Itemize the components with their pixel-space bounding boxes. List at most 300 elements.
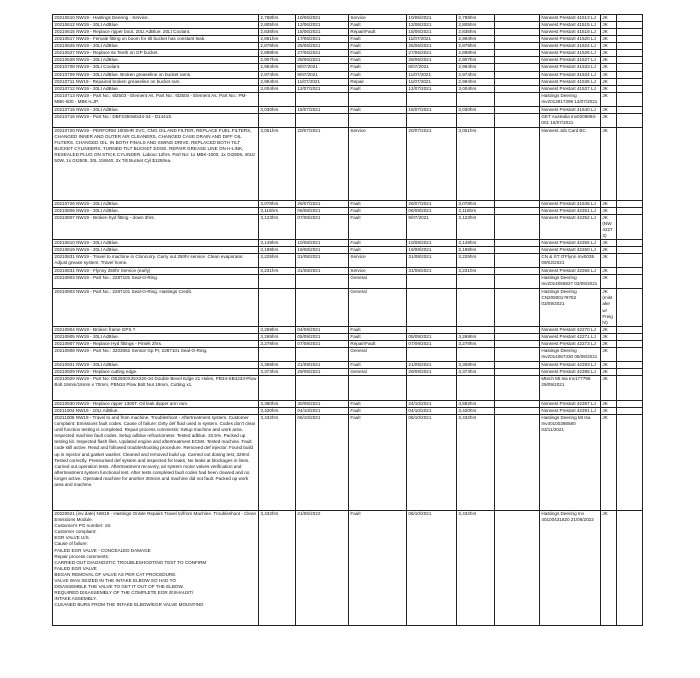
completed-date-cell: 10/08/2021	[407, 240, 457, 247]
type-cell: Fault	[349, 36, 407, 43]
blank-cell	[495, 275, 540, 289]
blank-cell	[617, 207, 643, 214]
date-cell: 10/06/2021	[296, 15, 349, 22]
table-row	[53, 36, 643, 43]
blank-cell	[617, 340, 643, 347]
blank-cell	[617, 511, 643, 626]
hours-cell: 3,149hrs	[259, 240, 296, 247]
type-cell: General	[349, 368, 407, 375]
blank-cell	[495, 268, 540, 275]
type-cell: Fault	[349, 240, 407, 247]
reference-cell: Hastings Deering Inv2013917399 13/07/2021	[540, 92, 601, 106]
reference-cell: Norwest Prestart 42266 LJ	[540, 268, 601, 275]
completed-date-cell: 26/07/2021	[407, 200, 457, 207]
date-cell: 15/06/2021	[296, 29, 349, 36]
date-cell: 04/10/2021	[296, 408, 349, 415]
initials-cell: JK	[601, 57, 617, 64]
date-cell: 30/09/2021	[296, 401, 349, 408]
description-cell: 20210810 NW19 - 20Lt AdBlue.	[53, 240, 259, 247]
maintenance-log-table	[52, 14, 643, 626]
table-row	[53, 408, 643, 415]
blank-cell	[495, 511, 540, 626]
hours-cell: 3,189hrs	[259, 247, 296, 254]
completed-hours-cell: 2,788hrs	[457, 15, 495, 22]
hours-cell: 3,359hrs	[259, 361, 296, 368]
hours-cell: 2,964hrs	[259, 64, 296, 71]
blank-cell	[617, 200, 643, 207]
hours-cell: 3,225hrs	[259, 254, 296, 268]
hours-cell	[259, 376, 296, 401]
reference-cell: Norwest Prestart 42291 LJ	[540, 408, 601, 415]
reference-cell: Norwest Prestart 41520 LJ	[540, 36, 601, 43]
reference-cell: Norwest Prestart 41513 LJ	[540, 15, 601, 22]
completed-hours-cell: 2,898hrs	[457, 50, 495, 57]
table-row	[53, 326, 643, 333]
blank-cell	[495, 247, 540, 254]
table-row	[53, 333, 643, 340]
completed-date-cell: 29/09/2021	[407, 368, 457, 375]
table-row	[53, 511, 643, 626]
type-cell: Repair	[349, 78, 407, 85]
completed-hours-cell: 2,994hrs	[457, 36, 495, 43]
hours-cell: 3,231hrs	[259, 268, 296, 275]
blank-cell	[495, 22, 540, 29]
blank-cell	[495, 64, 540, 71]
type-cell: Repair/Fault	[349, 340, 407, 347]
completed-date-cell: 04/10/2021	[407, 408, 457, 415]
completed-date-cell: 31/08/2021	[407, 268, 457, 275]
description-cell: 20211004 NW19 - 10Lt AdBlue.	[53, 408, 259, 415]
table-row	[53, 200, 643, 207]
reference-cell: Norwest Prestart 41518 LJ	[540, 29, 601, 36]
table-row	[53, 106, 643, 113]
completed-date-cell	[407, 275, 457, 289]
blank-cell	[617, 64, 643, 71]
blank-cell	[617, 254, 643, 268]
hours-cell	[259, 347, 296, 361]
description-cell: 20210930 NW19 - Replace ripper 1300T. Oil leak dipper arm ram.	[53, 401, 259, 408]
description-cell: 20210711 NW19 - Repaired broken greaseline on bucket ram.	[53, 78, 259, 85]
blank-cell	[617, 92, 643, 106]
initials-cell: JK	[601, 361, 617, 368]
completed-hours-cell	[457, 92, 495, 106]
date-cell	[296, 347, 349, 361]
reference-cell: Norwest Prestart 41536 LJ	[540, 78, 601, 85]
table-row	[53, 240, 643, 247]
table-row	[53, 214, 643, 239]
completed-date-cell: 10/06/2021	[407, 15, 457, 22]
blank-cell	[617, 408, 643, 415]
type-cell	[349, 376, 407, 401]
initials-cell: JK	[601, 113, 617, 127]
blank-cell	[617, 368, 643, 375]
completed-hours-cell: 3,051hrs	[457, 127, 495, 200]
blank-cell	[617, 289, 643, 326]
table-row	[53, 247, 643, 254]
description-cell: 20210617 NW19 - Female fitting on boom for tilt bucket has constant leak.	[53, 36, 259, 43]
type-cell: Fault	[349, 85, 407, 92]
blank-cell	[617, 247, 643, 254]
reference-cell: Hastings Deering Inv2014067330 06/09/2021	[540, 347, 601, 361]
completed-date-cell	[407, 289, 457, 326]
completed-date-cell: 11/07/2021	[407, 71, 457, 78]
reference-cell: Norwest Prestart 41540 LJ	[540, 106, 601, 113]
blank-cell	[617, 85, 643, 92]
date-cell: 12/07/2021	[296, 85, 349, 92]
reference-cell: Norwest Prestart 42255 LJ	[540, 240, 601, 247]
date-cell: 27/06/2021	[296, 50, 349, 57]
description-cell: 20210807 NW19 - Broken hyd fitting - down 3hrs.	[53, 214, 259, 239]
initials-cell: JK	[601, 401, 617, 408]
table-row	[53, 368, 643, 375]
initials-cell: JK	[601, 240, 617, 247]
completed-date-cell	[407, 113, 457, 127]
type-cell: General	[349, 347, 407, 361]
table-row	[53, 289, 643, 326]
blank-cell	[495, 376, 540, 401]
date-cell: 21/06/2022	[296, 511, 349, 626]
blank-cell	[495, 71, 540, 78]
description-cell: 20210612 NW19 - 20Lt AdBlue.	[53, 22, 259, 29]
initials-cell: JK	[601, 106, 617, 113]
initials-cell: JK	[601, 64, 617, 71]
table-row	[53, 43, 643, 50]
completed-hours-cell: 3,432hrs	[457, 511, 495, 626]
description-cell: 20210921 NW19 - 20Lt AdBlue.	[53, 361, 259, 368]
description-cell: 20210905 NW19 - 20Lt AdBlue.	[53, 333, 259, 340]
blank-cell	[617, 50, 643, 57]
blank-cell	[617, 106, 643, 113]
date-cell: 28/06/2021	[296, 57, 349, 64]
reference-cell: Norwest Prestart 41524 LJ	[540, 43, 601, 50]
completed-date-cell: 06/10/2021	[407, 511, 457, 626]
date-cell: 06/10/2021	[296, 415, 349, 511]
completed-hours-cell: 3,373hrs	[457, 368, 495, 375]
initials-cell: JK	[601, 368, 617, 375]
type-cell: Fault	[349, 361, 407, 368]
blank-cell	[617, 36, 643, 43]
blank-cell	[495, 57, 540, 64]
completed-date-cell	[407, 92, 457, 106]
type-cell: Fault	[349, 247, 407, 254]
date-cell: 17/06/2021	[296, 36, 349, 43]
date-cell: 31/08/2021	[296, 254, 349, 268]
reference-cell: Norwest Prestart 41526 LJ	[540, 50, 601, 57]
type-cell: Fault	[349, 511, 407, 626]
table-row	[53, 92, 643, 106]
table-row	[53, 64, 643, 71]
completed-hours-cell	[457, 113, 495, 127]
completed-hours-cell: 2,964hrs	[457, 64, 495, 71]
description-cell: 20210716 NW19 - Part No.: DBF2350x8x34-34 - D1441S.	[53, 113, 259, 127]
completed-date-cell: 15/06/2021	[407, 29, 457, 36]
completed-date-cell: 06/08/2021	[407, 207, 457, 214]
date-cell: 04/09/2021	[296, 326, 349, 333]
completed-hours-cell: 2,879hrs	[457, 43, 495, 50]
initials-cell: JK	[601, 333, 617, 340]
type-cell: Service	[349, 15, 407, 22]
completed-date-cell: 24/10/2021	[407, 401, 457, 408]
description-cell: 20210708 NW19 - 20Lt Coolant.	[53, 64, 259, 71]
initials-cell: JK	[601, 376, 617, 401]
date-cell: 29/09/2021	[296, 368, 349, 375]
date-cell	[296, 275, 349, 289]
date-cell: 19/08/2021	[296, 247, 349, 254]
description-cell: 20210903 NW19 - Part No.: 2287101 Seal-O-Ring. Hastings Credit.	[53, 289, 259, 326]
table-row	[53, 401, 643, 408]
initials-cell: JK	[601, 22, 617, 29]
table-row	[53, 361, 643, 368]
completed-hours-cell: 3,004hrs	[457, 85, 495, 92]
table-row	[53, 127, 643, 200]
blank-cell	[495, 240, 540, 247]
completed-date-cell: 9/07/2021	[407, 214, 457, 239]
description-cell: 20210712 NW19 - 20Lt AdBlue.	[53, 85, 259, 92]
date-cell: 07/08/2021	[296, 214, 349, 239]
description-cell: 20210929 NW19 - Replace cutting edge.	[53, 368, 259, 375]
initials-cell: JK (mistake w/ Freight)	[601, 289, 617, 326]
completed-hours-cell: 3,149hrs	[457, 240, 495, 247]
reference-cell: Mtech Mt Isa Inv177795 29/09/2021	[540, 376, 601, 401]
description-cell: 20210726 NW19 - 20Lt AdBlue.	[53, 200, 259, 207]
type-cell: Fault	[349, 106, 407, 113]
description-cell: 20210831 NW19 - Travel to machine in Cloncurry. Carry out 250hr service. Clean evaporator. Adjust grease system. Travel home.	[53, 254, 259, 268]
description-cell: 20211006 NW19 - Travel to and from machine. Troubleshoot - Aftertreatment system. Customer complaint: Emissions fault codes. Cause of failure: Dirty def fluid used in system. Codes don't clear until function testing is completed. Repair process comments: Setup machine and work area. Inspected machine fault codes. Setup adblue refractometer. Tested adblue. 32.5%. Packed up testing kit. Inspected flash files. Updated engine and aftertreatment ECMs. Tested machine. Fault code still active. Read and followed troubleshooting procedure. Removed def injector. Found build up in injector and gasket washer. Cleaned and removed build up. Carried out dosing test, 320ml. Tested correctly. Pressurised def system and inspected for leaks. No leaks at blockages in lines. Carried out operation tests. Aftertreatment recovery, air system motor valves verification and aftertreatment system functional test. After tests completed fault codes had been cleared and no longer active. Operated machine for another 30mins and machine did not fault. Packed up work area and machine.	[53, 415, 259, 511]
hours-cell: 3,051hrs	[259, 127, 296, 200]
completed-hours-cell: 3,189hrs	[457, 247, 495, 254]
table-row	[53, 415, 643, 511]
blank-cell	[495, 368, 540, 375]
completed-hours-cell: 3,030hrs	[457, 106, 495, 113]
date-cell: 8/07/2021	[296, 64, 349, 71]
date-cell: 10/08/2021	[296, 240, 349, 247]
hours-cell: 2,879hrs	[259, 43, 296, 50]
date-cell: 05/09/2021	[296, 333, 349, 340]
blank-cell	[495, 36, 540, 43]
completed-hours-cell: 3,269hrs	[457, 333, 495, 340]
reference-cell: Norwest Prestart 41537 LJ	[540, 85, 601, 92]
blank-cell	[495, 92, 540, 106]
type-cell: Service	[349, 127, 407, 200]
type-cell: Fault	[349, 333, 407, 340]
initials-cell: JK	[601, 29, 617, 36]
blank-cell	[617, 361, 643, 368]
completed-hours-cell: 2,836hrs	[457, 29, 495, 36]
hours-cell: 3,259hrs	[259, 326, 296, 333]
initials-cell: JK	[601, 92, 617, 106]
blank-cell	[495, 326, 540, 333]
reference-cell: Norwest Prestart 42270 LJ	[540, 326, 601, 333]
completed-date-cell: 31/08/2021	[407, 254, 457, 268]
hours-cell	[259, 275, 296, 289]
initials-cell: JK	[601, 207, 617, 214]
blank-cell	[617, 43, 643, 50]
initials-cell: JK	[601, 200, 617, 207]
completed-date-cell: 11/07/2021	[407, 78, 457, 85]
reference-cell: Norwest Prestart 41533 LJ	[540, 64, 601, 71]
hours-cell: 2,907hrs	[259, 57, 296, 64]
type-cell: Fault	[349, 326, 407, 333]
blank-cell	[617, 15, 643, 22]
blank-cell	[495, 200, 540, 207]
completed-date-cell: 05/09/2021	[407, 333, 457, 340]
blank-cell	[495, 361, 540, 368]
completed-date-cell: 28/06/2021	[407, 57, 457, 64]
table-row	[53, 207, 643, 214]
initials-cell: JK	[601, 15, 617, 22]
reference-cell: Norwest Prestart 42286 LJ	[540, 368, 601, 375]
completed-hours-cell: 2,805hrs	[457, 22, 495, 29]
table-row	[53, 57, 643, 64]
completed-date-cell: 20/07/2021	[407, 127, 457, 200]
initials-cell: JK (NW 42273)	[601, 214, 617, 239]
type-cell: Fault	[349, 415, 407, 511]
completed-date-cell: 25/06/2021	[407, 43, 457, 50]
description-cell: 20210720 NW19 - PERFORM 1000HR SVC, CNG OIL AND FILTER, REPLACE FUEL FILTERS, CHANGED INNER AND OUTER AIR CLEANERS, CHANGED CASE DRAIN AND DIFF OIL FILTERS. CHANGED OIL. IN BOTH FINALS AND SWING DRIVE. REPLACED BOTH TILT BUCKET CYLINDERS. TURNED TILT BUCKET EDGE. REPAIR GREASE LINE ON H-LINK, RESEALED PLUG ON STICK CYLINDER. Labour 12hrs. Part No: 1x MBK-1000, 1x GI2506, 40Ltr 50W, 1x GI2505, 30L 15W40, 2x Tilt Bucket Cyl $1250ea.	[53, 127, 259, 200]
completed-date-cell: 15/07/2021	[407, 106, 457, 113]
blank-cell	[495, 85, 540, 92]
description-cell: 20210615 NW19 - Replace ripper boot. 20Lt AdBlue. 20Lt Coolant.	[53, 29, 259, 36]
blank-cell	[617, 326, 643, 333]
reference-cell: GET Australia Inv0206884-001 16/07/2021	[540, 113, 601, 127]
table-row	[53, 347, 643, 361]
date-cell	[296, 376, 349, 401]
reference-cell: Norwest Prestart 41527 LJ	[540, 57, 601, 64]
initials-cell: JK	[601, 347, 617, 361]
completed-hours-cell	[457, 275, 495, 289]
blank-cell	[495, 127, 540, 200]
date-cell: 12/06/2021	[296, 22, 349, 29]
completed-date-cell: 11/07/2021	[407, 36, 457, 43]
hours-cell	[259, 92, 296, 106]
type-cell: Fault	[349, 401, 407, 408]
description-cell: 20210625 NW19 - 20Lt AdBlue.	[53, 43, 259, 50]
initials-cell: JK	[601, 71, 617, 78]
table-row	[53, 340, 643, 347]
type-cell: Fault	[349, 207, 407, 214]
hours-cell	[259, 289, 296, 326]
table-row	[53, 71, 643, 78]
hours-cell: 2,898hrs	[259, 50, 296, 57]
description-cell: 20210831 NW19 - Flynny 250hr Service (early)	[53, 268, 259, 275]
type-cell	[349, 113, 407, 127]
table-row	[53, 50, 643, 57]
initials-cell: JK	[601, 415, 617, 511]
blank-cell	[495, 254, 540, 268]
date-cell: 31/08/2021	[296, 268, 349, 275]
hours-cell	[259, 113, 296, 127]
description-cell: 20210929 NW19 - Part No: DB2500X25X320-34 Double Bevel Edge 21 Holes, PB34-SB4234-Plow Bolt 19mm/16mm x 70mm, PBN34 Plow Bolt Nut 19mm, Cutting x1.	[53, 376, 259, 401]
table-row	[53, 113, 643, 127]
reference-cell: Hastings Deering Inv2014055927 03/09/2021	[540, 275, 601, 289]
blank-cell	[495, 207, 540, 214]
blank-cell	[495, 408, 540, 415]
initials-cell: JK	[601, 85, 617, 92]
hours-cell: 3,030hrs	[259, 106, 296, 113]
completed-date-cell	[407, 347, 457, 361]
initials-cell: JK	[601, 408, 617, 415]
initials-cell: JK	[601, 36, 617, 43]
completed-date-cell: 21/09/2021	[407, 361, 457, 368]
blank-cell	[617, 268, 643, 275]
type-cell: Fault	[349, 22, 407, 29]
blank-cell	[495, 333, 540, 340]
hours-cell: 2,974hrs	[259, 71, 296, 78]
initials-cell: JK	[601, 43, 617, 50]
type-cell: Fault	[349, 43, 407, 50]
reference-cell: CN & ST O'Flynn Inv0035 09/02/2021	[540, 254, 601, 268]
table-row	[53, 85, 643, 92]
date-cell: 21/09/2021	[296, 361, 349, 368]
reference-cell: Norwest Prestart 42251 LJ	[540, 207, 601, 214]
type-cell: Fault	[349, 64, 407, 71]
type-cell	[349, 92, 407, 106]
blank-cell	[617, 71, 643, 78]
table-row	[53, 78, 643, 85]
completed-date-cell	[407, 326, 457, 333]
initials-cell: JK	[601, 50, 617, 57]
date-cell: 06/08/2021	[296, 207, 349, 214]
reference-cell: Norwest Prestart 42287 LJ	[540, 401, 601, 408]
hours-cell: 3,123hrs	[259, 214, 296, 239]
hours-cell: 3,373hrs	[259, 368, 296, 375]
blank-cell	[495, 347, 540, 361]
date-cell: 20/07/2021	[296, 127, 349, 200]
description-cell: 20210806 NW19 - 20Lt AdBlue.	[53, 207, 259, 214]
date-cell: 25/06/2021	[296, 43, 349, 50]
table-row	[53, 22, 643, 29]
blank-cell	[495, 106, 540, 113]
blank-cell	[495, 78, 540, 85]
date-cell: 9/07/2021	[296, 71, 349, 78]
completed-date-cell: 27/06/2021	[407, 50, 457, 57]
hours-cell: 3,420hrs	[259, 408, 296, 415]
hours-cell: 2,994hrs	[259, 78, 296, 85]
hours-cell: 2,788hrs	[259, 15, 296, 22]
initials-cell: JK	[601, 78, 617, 85]
blank-cell	[495, 29, 540, 36]
type-cell: Repair/Fault	[349, 29, 407, 36]
hours-cell: 3,078hrs	[259, 200, 296, 207]
completed-date-cell: 12/06/2021	[407, 22, 457, 29]
blank-cell	[617, 240, 643, 247]
initials-cell: JK	[601, 254, 617, 268]
description-cell: 20210903 NW19 - Part No.: 2287101 Seal-O-Ring.	[53, 275, 259, 289]
date-cell	[296, 289, 349, 326]
completed-hours-cell: 3,123hrs	[457, 214, 495, 239]
type-cell: Fault	[349, 57, 407, 64]
initials-cell: JK	[601, 247, 617, 254]
type-cell: Service	[349, 254, 407, 268]
completed-hours-cell: 2,974hrs	[457, 71, 495, 78]
reference-cell: Norwest Prestart 41515 LJ	[540, 22, 601, 29]
description-cell: 20210904 NW19 - Broken frame GPS ?	[53, 326, 259, 333]
hours-cell: 3,004hrs	[259, 85, 296, 92]
description-cell: 20210819 NW19 - 20Lt AdBlue.	[53, 247, 259, 254]
completed-hours-cell: 3,231hrs	[457, 268, 495, 275]
initials-cell: JK	[601, 127, 617, 200]
hours-cell: 3,432hrs	[259, 415, 296, 511]
blank-cell	[617, 113, 643, 127]
hours-cell: 3,278hrs	[259, 340, 296, 347]
date-cell	[296, 113, 349, 127]
completed-date-cell: 19/08/2021	[407, 247, 457, 254]
blank-cell	[617, 347, 643, 361]
blank-cell	[617, 78, 643, 85]
initials-cell: JK	[601, 275, 617, 289]
completed-hours-cell: 3,420hrs	[457, 408, 495, 415]
completed-hours-cell: 3,432hrs	[457, 415, 495, 511]
